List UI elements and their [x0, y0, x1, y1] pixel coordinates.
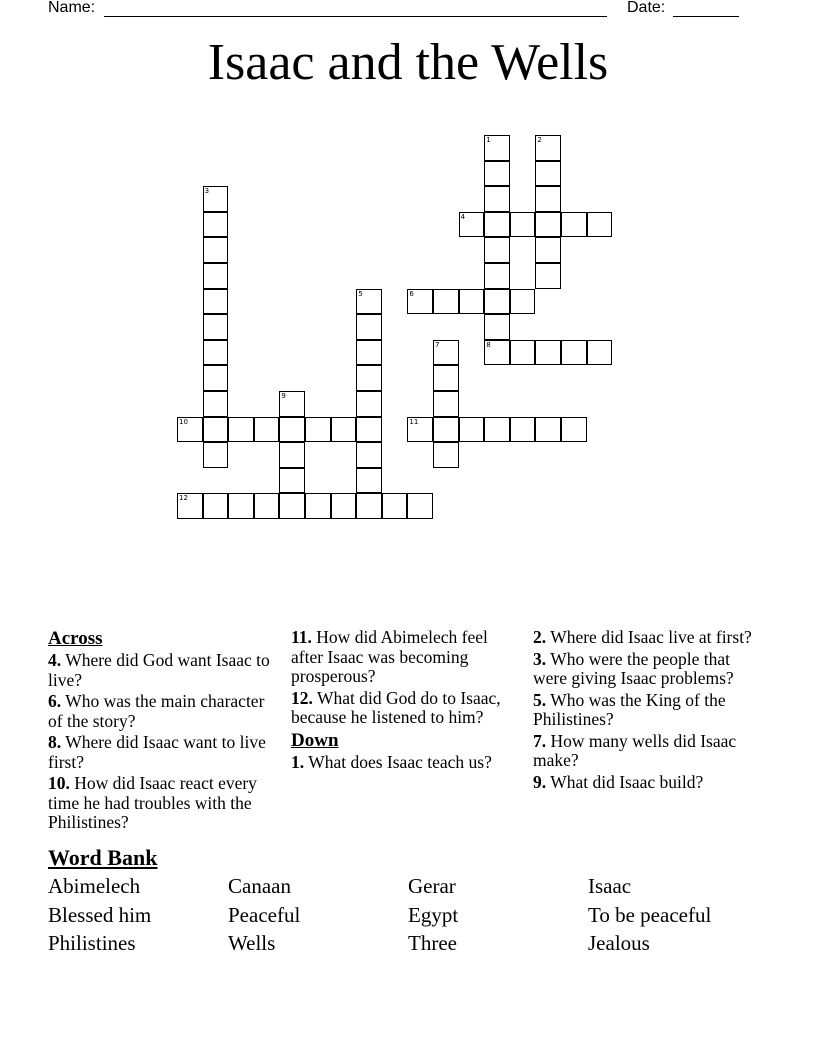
crossword-cell[interactable]: [203, 263, 229, 289]
clue-across-8: [48, 733, 280, 772]
word-bank-item: Egypt: [408, 903, 459, 927]
clue-text: Who were the people that were giving Isaac problems?: [533, 648, 734, 688]
cell-number: 7: [435, 340, 440, 349]
crossword-cell[interactable]: [407, 289, 433, 315]
crossword-cell[interactable]: [356, 417, 382, 443]
clue-text: How did Abimelech feel after Isaac was becoming prosperous?: [291, 627, 488, 686]
crossword-cell[interactable]: [433, 417, 459, 443]
cell-number: 1: [486, 136, 491, 144]
word-bank-item: Canaan: [228, 874, 291, 898]
crossword-cell[interactable]: [382, 493, 408, 519]
crossword-cell[interactable]: [279, 468, 305, 494]
crossword-cell[interactable]: [203, 442, 229, 468]
crossword-cell[interactable]: [203, 186, 229, 212]
clue-down-7: [533, 732, 765, 771]
crossword-cell[interactable]: [433, 391, 459, 417]
crossword-cell[interactable]: [356, 442, 382, 468]
crossword-cell[interactable]: [228, 417, 254, 443]
crossword-cell[interactable]: [356, 493, 382, 519]
cell-number: 5: [358, 289, 363, 298]
clue-text: Who was the main character of the story?: [48, 691, 265, 731]
crossword-cell[interactable]: [433, 289, 459, 315]
crossword-cell[interactable]: [484, 135, 510, 161]
clues-column-3: [533, 628, 765, 794]
page-title: Isaac and the Wells: [207, 34, 609, 91]
cell-number: 3: [204, 187, 210, 196]
clues-column-1: [48, 628, 280, 835]
word-bank-item: Jealous: [588, 931, 650, 955]
clues-column-2: [291, 628, 523, 774]
crossword-cell[interactable]: [484, 417, 510, 443]
clue-number: 3.: [533, 648, 547, 669]
crossword-cell[interactable]: [561, 340, 587, 366]
crossword-cell[interactable]: [203, 493, 229, 519]
crossword-cell[interactable]: [203, 237, 229, 263]
across-heading: Across: [48, 628, 103, 649]
crossword-cell[interactable]: [510, 212, 536, 238]
clue-across-4: [48, 651, 280, 690]
crossword-cell[interactable]: [535, 161, 561, 187]
clue-text: Who was the King of the Philistines?: [533, 689, 726, 729]
clue-number: 1.: [291, 751, 305, 772]
date-label: Date:: [627, 0, 666, 16]
clue-across-10: [48, 774, 280, 833]
crossword-cell[interactable]: [331, 417, 357, 443]
crossword-cell[interactable]: [535, 237, 561, 263]
word-bank-item: Isaac: [588, 874, 632, 898]
crossword-cell[interactable]: [484, 237, 510, 263]
crossword-cell[interactable]: [203, 289, 229, 315]
crossword-cell[interactable]: [203, 340, 229, 366]
crossword-cell[interactable]: [484, 161, 510, 187]
word-bank-item: Blessed him: [48, 903, 152, 927]
clue-number: 8.: [48, 732, 62, 752]
crossword-cell[interactable]: [203, 391, 229, 417]
crossword-cell[interactable]: [535, 212, 561, 238]
crossword-cell[interactable]: [459, 289, 485, 315]
cell-number: 9: [281, 392, 286, 400]
crossword-cell[interactable]: [433, 442, 459, 468]
crossword-cell[interactable]: [203, 212, 229, 238]
crossword-cell[interactable]: [279, 391, 305, 417]
clue-text: How many wells did Isaac make?: [533, 730, 737, 770]
clue-text: How did Isaac react every time he had troubles with the Philistines?: [48, 773, 257, 832]
clue-number: 11.: [291, 627, 312, 647]
crossword-cell[interactable]: [254, 417, 280, 443]
crossword-cell[interactable]: [535, 340, 561, 366]
clue-text: Where did God want Isaac to live?: [48, 650, 270, 690]
crossword-cell[interactable]: [484, 289, 510, 315]
clue-down-5: [533, 691, 765, 730]
crossword-cell[interactable]: [535, 135, 561, 161]
crossword-cell[interactable]: [279, 493, 305, 519]
word-bank-item: Peaceful: [228, 903, 301, 927]
crossword-cell[interactable]: [356, 391, 382, 417]
word-bank-item: Wells: [228, 931, 276, 955]
clue-text: Where did Isaac live at first?: [550, 627, 752, 647]
crossword-cell[interactable]: [484, 186, 510, 212]
clue-across-11: [291, 628, 523, 687]
crossword-cell[interactable]: [305, 417, 331, 443]
crossword-cell[interactable]: [407, 493, 433, 519]
word-bank-item: Gerar: [408, 874, 456, 898]
crossword-cell[interactable]: [484, 263, 510, 289]
crossword-cell[interactable]: [305, 493, 331, 519]
crossword-cell[interactable]: [587, 212, 613, 238]
clue-number: 7.: [533, 730, 547, 751]
crossword-cell[interactable]: [510, 340, 536, 366]
crossword-cell[interactable]: [535, 263, 561, 289]
crossword-cell[interactable]: [356, 314, 382, 340]
clue-number: 5.: [533, 689, 547, 710]
clue-across-6: [48, 692, 280, 731]
word-bank-title: Word Bank: [48, 845, 158, 870]
clue-text: What does Isaac teach us?: [308, 751, 492, 772]
word-bank-item: Philistines: [48, 931, 136, 955]
clue-number: 10.: [48, 773, 70, 793]
crossword-cell[interactable]: [203, 314, 229, 340]
crossword-cell[interactable]: [433, 365, 459, 391]
cell-number: 12: [179, 494, 188, 503]
crossword-cell[interactable]: [459, 417, 485, 443]
crossword-cell[interactable]: [459, 212, 485, 238]
crossword-cell[interactable]: [484, 314, 510, 340]
word-bank-item: Abimelech: [48, 874, 141, 898]
crossword-cell[interactable]: [279, 417, 305, 443]
cell-number: 2: [537, 136, 542, 144]
crossword-cell[interactable]: [510, 417, 536, 443]
clue-down-3: [533, 650, 765, 689]
crossword-cell[interactable]: [254, 493, 280, 519]
clue-number: 9.: [533, 771, 547, 792]
clue-number: 2.: [533, 627, 547, 647]
word-bank-item: To be peaceful: [588, 903, 712, 927]
clue-down-9: [533, 773, 765, 793]
crossword-cell[interactable]: [356, 468, 382, 494]
crossword-cell[interactable]: [535, 417, 561, 443]
down-heading: Down: [291, 729, 339, 751]
crossword-cell[interactable]: [433, 340, 459, 366]
clue-number: 12.: [291, 687, 313, 708]
clue-down-1: [291, 753, 523, 773]
clue-down-2: [533, 628, 765, 648]
crossword-cell[interactable]: [203, 365, 229, 391]
clue-number: 6.: [48, 691, 62, 711]
crossword-cell[interactable]: [535, 186, 561, 212]
cell-number: 6: [409, 289, 414, 298]
clue-text: Where did Isaac want to live first?: [48, 732, 266, 772]
cell-number: 4: [460, 212, 466, 221]
crossword-cell[interactable]: [177, 417, 203, 443]
cell-number: 10: [179, 417, 188, 426]
cell-number: 8: [486, 340, 491, 349]
crossword-cell[interactable]: [203, 417, 229, 443]
crossword-cell[interactable]: [484, 340, 510, 366]
clue-number: 4.: [48, 650, 62, 670]
crossword-cell[interactable]: [279, 442, 305, 468]
crossword-cell[interactable]: [561, 417, 587, 443]
crossword-cell[interactable]: [331, 493, 357, 519]
crossword-cell[interactable]: [356, 340, 382, 366]
crossword-cell[interactable]: [561, 212, 587, 238]
crossword-cell[interactable]: [356, 365, 382, 391]
clue-text: What did Isaac build?: [550, 771, 704, 792]
crossword-cell[interactable]: [356, 289, 382, 315]
crossword-cell[interactable]: [510, 289, 536, 315]
clue-across-12: [291, 689, 523, 728]
crossword-cell[interactable]: [407, 417, 433, 443]
clue-text: What did God do to Isaac, because he listened to him?: [291, 687, 501, 727]
crossword-cell[interactable]: [177, 493, 203, 519]
word-bank-item: Three: [408, 931, 457, 955]
crossword-cell[interactable]: [587, 340, 613, 366]
name-label: Name:: [48, 0, 96, 16]
crossword-cell[interactable]: [228, 493, 254, 519]
cell-number: 11: [409, 417, 419, 426]
crossword-cell[interactable]: [484, 212, 510, 238]
